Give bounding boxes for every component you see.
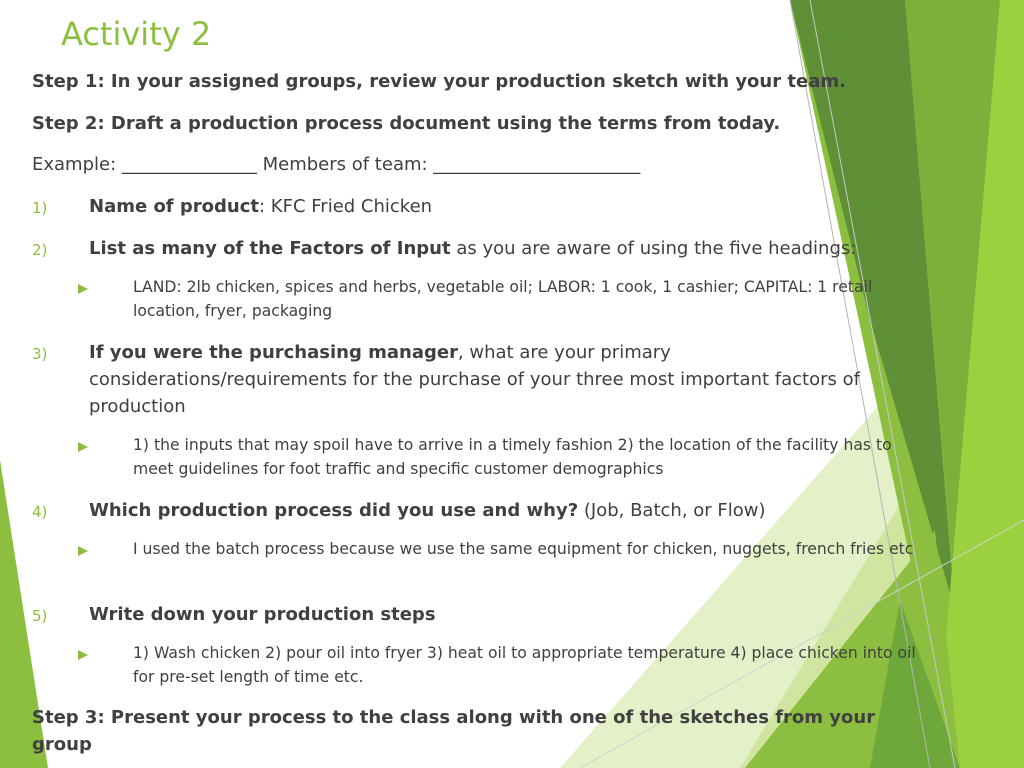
example-line: Example: _______________ Members of team: _______________________ [32, 154, 641, 175]
item-4-answer: I used the batch process because we use the same equipment for chicken, nuggets, french fries etc [133, 540, 914, 558]
slide-title: Activity 2 [61, 15, 212, 53]
item-4-rest: (Job, Batch, or Flow) [578, 500, 766, 521]
item-4-number: 4) [32, 503, 48, 521]
item-3-text [89, 339, 889, 420]
item-5-answer: 1) Wash chicken 2) pour oil into fryer 3) heat oil to appropriate temperature 4) place chicken into oil for pre-set length of time etc. [133, 644, 916, 686]
item-2-rest: as you are aware of using the five headings: [450, 238, 857, 259]
item-1-bold: Name of product [89, 196, 260, 217]
step-2-text [32, 110, 780, 137]
item-1-rest: : KFC Fried Chicken [259, 196, 433, 217]
item-4-bold: Which production process did you use and why? [89, 500, 579, 521]
triangle-bullet-icon [78, 284, 88, 294]
item-2-number: 2) [32, 241, 48, 259]
item-2-answer: LAND: 2lb chicken, spices and herbs, vegetable oil; LABOR: 1 cook, 1 cashier; CAPITAL: 1 retail location, fryer, packaging [133, 278, 873, 320]
step-1-bold: Step 1: In your assigned groups, review your production sketch with your team. [32, 71, 846, 92]
item-3-answer: 1) the inputs that may spoil have to arrive in a timely fashion 2) the location of the facility has to meet guidelines for foot traffic and specific customer demographics [133, 436, 892, 478]
step-1-text [32, 68, 846, 95]
item-5-bold: Write down your production steps [89, 604, 436, 625]
item-1-text [89, 193, 919, 220]
triangle-bullet-icon [78, 650, 88, 660]
triangle-bullet-icon [78, 442, 88, 452]
item-2-bold: List as many of the Factors of Input [89, 238, 451, 259]
item-5-text [89, 601, 919, 628]
step-2-bold: Step 2: Draft a production process document using the terms from today. [32, 113, 781, 134]
item-2-text [89, 235, 919, 262]
item-5-number: 5) [32, 607, 48, 625]
item-3-bold: If you were the purchasing manager [89, 342, 458, 363]
item-3-number: 3) [32, 345, 48, 363]
item-1-number: 1) [32, 199, 48, 217]
triangle-bullet-icon [78, 546, 88, 556]
step-3-text: Step 3: Present your process to the class along with one of the sketches from your group [32, 707, 876, 755]
item-3-rest: , what are your primary considerations/requirements for the purchase of your three most important factors of production [89, 342, 860, 417]
item-4-text [89, 497, 919, 524]
